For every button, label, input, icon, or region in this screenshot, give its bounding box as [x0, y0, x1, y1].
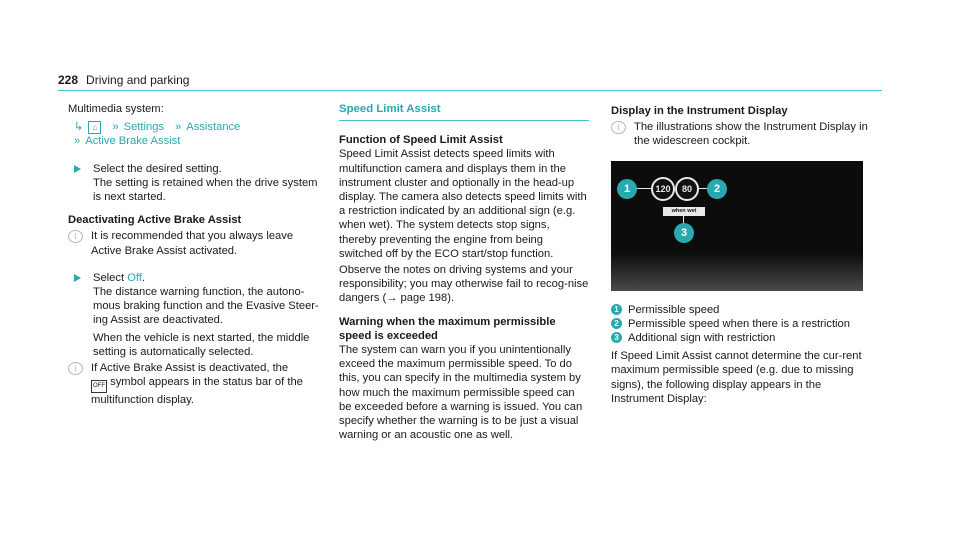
home-icon: ⌂: [88, 121, 101, 134]
menu-active-brake: Active Brake Assist: [85, 135, 181, 148]
legend-number: 1: [611, 304, 622, 315]
legend-number: 2: [611, 318, 622, 329]
info1-text: It is recommended that you always leave Active Brake Assist activated.: [91, 230, 294, 257]
abs-off-icon: OFF: [91, 380, 107, 393]
step1-note: The setting is retained when the drive system is next started.: [93, 176, 318, 204]
step-arrow-icon: [74, 274, 81, 282]
legend-item: [611, 331, 873, 345]
info2-text: [91, 361, 324, 407]
info2-a: If Active Brake Assist is deactivated, the: [91, 362, 289, 375]
section-heading: Speed Limit Assist: [339, 102, 589, 121]
info2-b: symbol appears in the status bar of the multifunction display.: [91, 376, 303, 407]
column-left: [68, 102, 324, 407]
function-heading: Function of Speed Limit Assist: [339, 134, 503, 147]
step1-text: Select the desired setting.: [93, 162, 222, 175]
chevron-icon: »: [112, 121, 119, 134]
column-middle: [339, 102, 589, 442]
display-heading: Display in the Instrument Display: [611, 105, 788, 117]
instrument-display-image: [611, 161, 863, 291]
info-icon: i: [68, 230, 83, 243]
deactivating-heading: Deactivating Active Brake Assist: [68, 214, 242, 227]
legend-text: Permissible speed: [628, 303, 720, 316]
step2-body: The distance warning function, the autono-mous braking function and the Evasive Steer-ing Assist are deactivated.: [93, 286, 319, 327]
header-rule: [58, 90, 882, 91]
chevron-icon: »: [74, 135, 81, 148]
callout-3: 3: [674, 223, 694, 243]
callout-1: 1: [617, 179, 637, 199]
legend-text: Additional sign with restriction: [628, 332, 776, 345]
legend-item: [611, 317, 873, 331]
info-icon: i: [68, 362, 83, 375]
page-number: 228: [58, 73, 79, 87]
cluster-floor: [611, 253, 863, 291]
legend-item: [611, 303, 873, 317]
menu-assistance: Assistance: [186, 121, 241, 134]
page-ref-link[interactable]: page 198).: [397, 292, 455, 305]
legend-number: 3: [611, 332, 622, 343]
step2-select: Select: [93, 271, 128, 284]
callout-2: 2: [707, 179, 727, 199]
legend-text: Permissible speed when there is a restriction: [628, 317, 850, 330]
step2-body2: When the vehicle is next started, the middle setting is automatically selected.: [93, 331, 310, 358]
option-off: Off: [127, 271, 142, 284]
step-select-setting: [68, 162, 324, 205]
info-note-2: [68, 361, 324, 407]
warning-heading: Warning when the maximum permissible speed is exceeded: [339, 315, 556, 342]
observe-a: Observe the notes on driving systems and your responsibility; you may otherwise fail to recog-nise dangers (: [339, 264, 589, 305]
menu-path-line2: [68, 134, 324, 148]
menu-path-line1: [68, 120, 324, 134]
chevron-icon: »: [175, 121, 182, 134]
step2-period: .: [141, 271, 146, 284]
info3-text: The illustrations show the Instrument Display in the widescreen cockpit.: [634, 121, 868, 148]
menu-settings: Settings: [123, 121, 165, 134]
info-icon: i: [611, 121, 626, 134]
warning-body: The system can warn you if you unintentionally exceed the maximum permissible speed. To do this, you can specify in the multimedia system by how much the maximum permissible speed can be exceeded before a warning is issued. You can specify whether the warning is to be just a visual warning or an acoustic one as well.: [339, 344, 583, 442]
function-body: Speed Limit Assist detects speed limits with multifunction camera and displays them in the instrument cluster and optionally in the head-up display. The camera also detects speed limits with a restriction indicated by an additional sign (e.g. when wet). The system detects stop signs, thereby preventing the engine from being switched off by the ECO start/stop function.: [339, 148, 587, 260]
column-right: [611, 102, 873, 406]
page-header: [58, 73, 189, 87]
additional-sign: when wet: [663, 207, 705, 216]
speed-sign-2: 80: [675, 177, 699, 201]
info-note-3: [611, 120, 873, 148]
step2-text: [93, 271, 324, 285]
step-select-off: [68, 271, 324, 359]
closing-text: If Speed Limit Assist cannot determine the cur-rent maximum permissible speed (e.g. due to missing signs), the following display appears in the Instrument Display:: [611, 350, 862, 405]
step-arrow-icon: [74, 165, 81, 173]
speed-sign-1: 120: [651, 177, 675, 201]
info-note-1: [68, 229, 324, 257]
return-arrow-icon: ↳: [74, 121, 84, 134]
arrow-icon: →: [386, 292, 398, 305]
menu-path-label: Multimedia system:: [68, 103, 164, 115]
section-title: Driving and parking: [86, 73, 190, 87]
observe-text: [339, 263, 589, 306]
